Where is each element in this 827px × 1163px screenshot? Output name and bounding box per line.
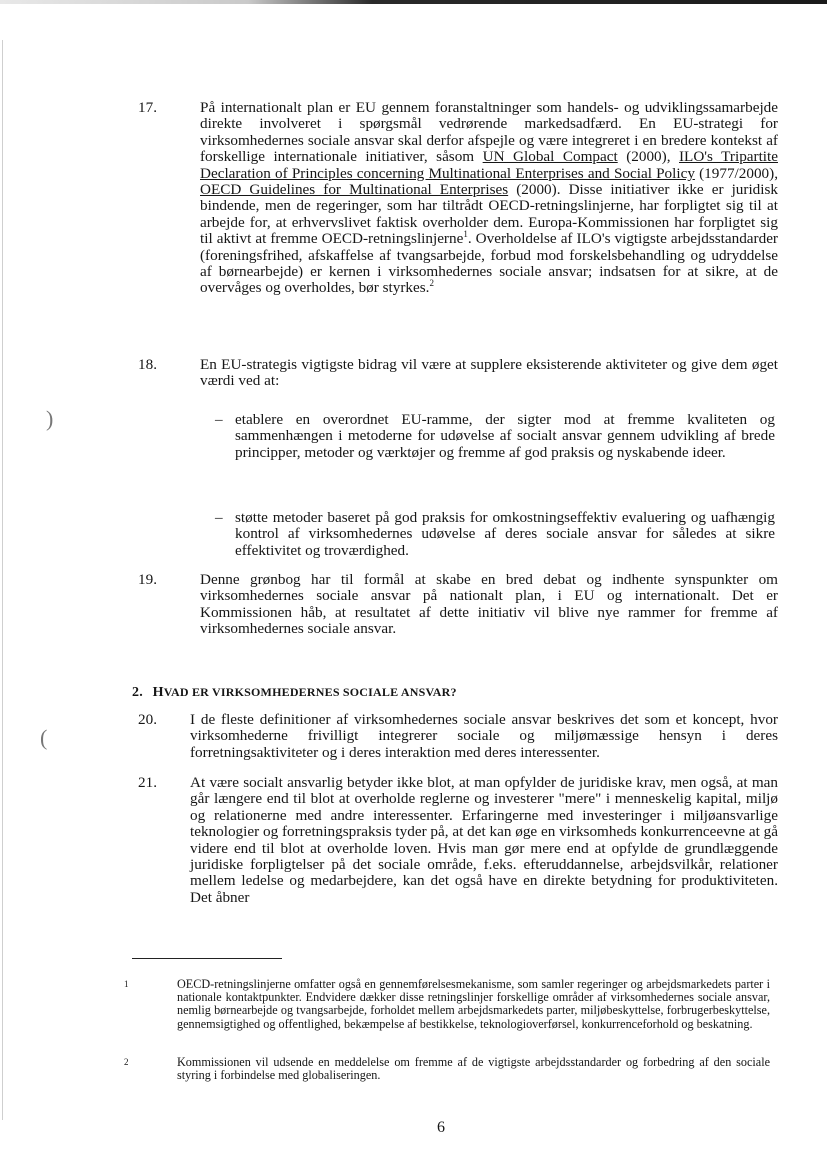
paragraph-text: Denne grønbog har til formål at skabe en bred debat og indhente synspunkter om virksomhedernes sociale ansvar på nationalt plan, i EU og internationalt. Det er Kommissionen håb, at resultatet af dette initiativ vil blive nye rammer for fremme af virksomhedernes sociale ansvar. bbox=[200, 571, 778, 638]
link-un-global-compact[interactable]: UN Global Compact bbox=[482, 148, 618, 166]
footnote-ref-1[interactable]: 1 bbox=[463, 229, 468, 240]
scan-left-edge bbox=[2, 40, 3, 1120]
section-title: HVAD ER VIRKSOMHEDERNES SOCIALE ANSVAR? bbox=[152, 685, 457, 700]
footnote-text: Kommissionen vil udsende en meddelelse om fremme af de vigtigste arbejdsstandarder og forbedring af den sociale styring i forbindelse med globaliseringen. bbox=[177, 1055, 770, 1083]
paragraph-text: I de fleste definitioner af virksomhedernes sociale ansvar beskrives det som et koncept, hvor virksomhederne frivilligt integrerer sociale og miljømæssige hensyn i deres forretningsaktiviteter og i deres interaktion med deres interessenter. bbox=[190, 711, 778, 761]
paragraph-number: 21. bbox=[138, 774, 157, 791]
scan-top-edge bbox=[0, 0, 827, 4]
paragraph-text: På internationalt plan er EU gennem foranstaltninger som handels- og udviklingssamarbejde direkte involveret i spørgsmål vedrørende markedsadfærd. En EU-strategi for virksomhedernes sociale ansvar skal derfor afspejle og være integreret i en bredere kontekst af forskellige internationale initiativer, såsom UN Global Compact (2000), ILO's Tripartite Declaration of Principles concerning Multinational Enterprises and Social Policy (1977/2000), OECD Guidelines for Multinational Enterprises (2000). Disse initiativer ikke er juridisk bindende, men de regeringer, som har tiltrådt OECD-retningslinjerne, har forpligtet sig til at arbejde for, at erhvervslivet faktisk overholder dem. Europa-Kommissionen har forpligtet sig til aktivt at fremme OECD-retningslinjerne$^1$. Overholdelse af ILO's vigtigste arbejdsstandarder (foreningsfrihed, afskaffelse af tvangsarbejde, forbud mod forskelsbehandling og udryddelse af børnearbejde) er kernen i virksomhedernes sociale ansvar; indsatsen for at sikre, at de overvåges og overholdes, bør styrkes.$^2$ bbox=[200, 99, 778, 297]
paragraph-number: 19. bbox=[138, 571, 157, 588]
footnote-mark: 1 bbox=[124, 979, 129, 989]
bullet-dash: – bbox=[215, 509, 223, 526]
bullet-dash: – bbox=[215, 411, 223, 428]
link-ilo-declaration[interactable]: ILO's Tripartite Declaration of Principles concerning Multinational Enterprises and Social Policy bbox=[200, 148, 778, 182]
footnote-separator bbox=[132, 958, 282, 959]
list-item-text: støtte metoder baseret på god praksis for omkostningseffektiv evaluering og uafhængig kontrol af virksomhedernes udøvelse af deres sociale ansvar for således at sikre effektivitet og troværdighed. bbox=[235, 509, 775, 559]
footnote-ref-2[interactable]: 2 bbox=[429, 278, 434, 289]
footnote-mark: 2 bbox=[124, 1057, 129, 1067]
section-heading bbox=[132, 684, 457, 701]
hole-punch-mark-bottom: ( bbox=[40, 725, 48, 750]
link-oecd-guidelines[interactable]: OECD Guidelines for Multinational Enterprises bbox=[200, 181, 509, 199]
page-number: 6 bbox=[437, 1119, 445, 1136]
hole-punch-mark-top: ) bbox=[46, 406, 54, 431]
footnote-text: OECD-retningslinjerne omfatter også en gennemførelsesmekanisme, som samler regeringer og arbejdsmarkedets parter i nationale kontaktpunkter. Endvidere dækker disse retningslinjer forskellige områder af virksomhedernes sociale ansvar, nemlig børnearbejde og tvangsarbejde, forholdet mellem arbejdsmarkedets parter, miljøbeskyttelse, forbrugerbeskyttelse, gennemsigtighed og offentlighed, bekæmpelse af bestikkelse, teknologioverførsel, konkurrenceforhold og beskatning. bbox=[177, 977, 770, 1031]
paragraph-number: 17. bbox=[138, 99, 157, 116]
paragraph-text: En EU-strategis vigtigste bidrag vil være at supplere eksisterende aktiviteter og give dem øget værdi ved at: bbox=[200, 356, 778, 390]
paragraph-number: 20. bbox=[138, 711, 157, 728]
paragraph-text: At være socialt ansvarlig betyder ikke blot, at man opfylder de juridiske krav, men også, at man går længere end til blot at overholde reglerne og investerer "mere" i menneskelig kapital, miljø og relationerne med andre interessenter. Erfaringerne med investeringer i miljøansvarlige teknologier og forretningspraksis tyder på, at det kan øge en virksomheds konkurrenceevne at gå videre end til blot at overholde loven. Hvis man gør mere end at opfylde de grundlæggende juridiske forpligtelser på det sociale område, f.eks. efteruddannelse, arbejdsvilkår, relationer mellem ledelse og medarbejdere, kan det også have en direkte betydning for produktiviteten. Det åbner bbox=[190, 774, 778, 906]
section-number: 2. bbox=[132, 685, 143, 700]
list-item-text: etablere en overordnet EU-ramme, der sigter mod at fremme kvaliteten og sammenhængen i metoderne for udøvelse af socialt ansvar gennem udvikling af brede principper, metoder og værktøjer og fremme af god praksis og nyskabende ideer. bbox=[235, 411, 775, 461]
paragraph-number: 18. bbox=[138, 356, 157, 373]
